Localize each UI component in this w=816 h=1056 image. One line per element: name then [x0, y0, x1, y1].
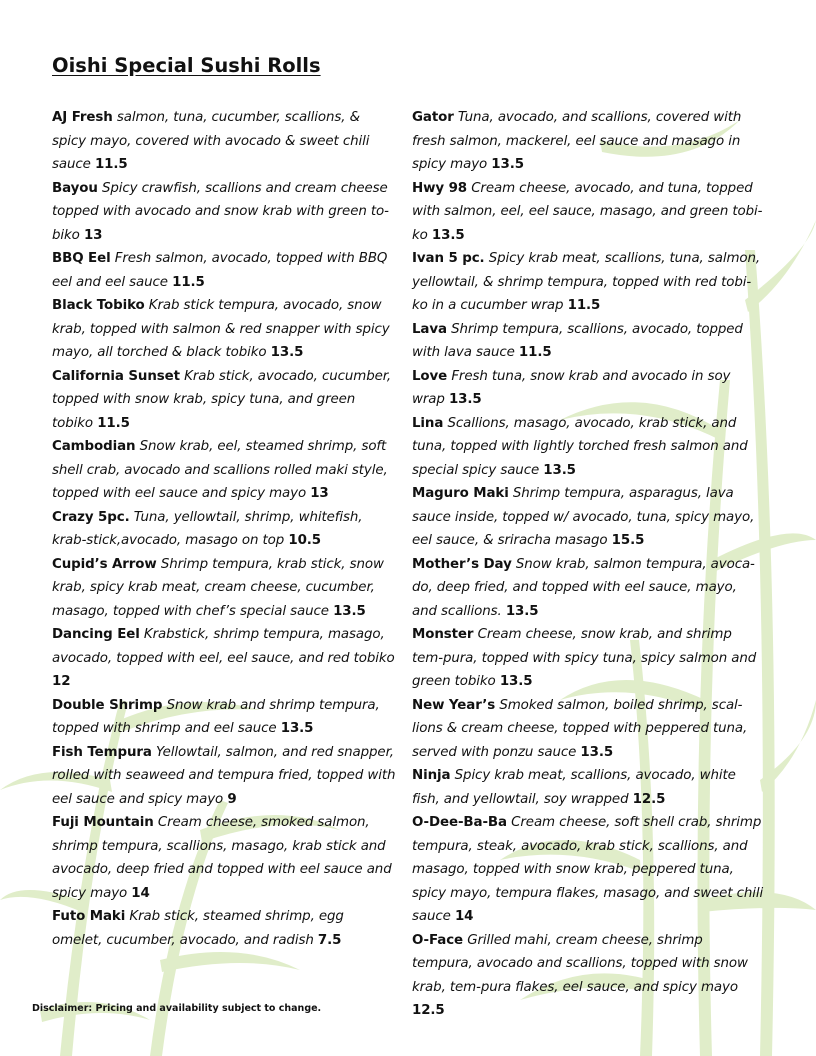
menu-item — [52, 553, 398, 624]
item-price: 13.5 — [543, 462, 576, 478]
item-price: 12.5 — [412, 1003, 445, 1018]
item-description: Cream cheese, snow krab, and shrimp tem-pura, topped with spicy tuna, spicy salmon and green tobiko — [412, 627, 757, 689]
item-price: 11.5 — [567, 298, 601, 313]
item-price: 11.5 — [518, 345, 552, 360]
item-price: 12.5 — [632, 791, 666, 807]
item-description: Yellowtail, salmon, and red snapper, rolled with seaweed and tempura fried, topped with eel sauce and spicy mayo — [52, 744, 396, 807]
menu-item — [52, 811, 398, 905]
item-description: Krabstick, shrimp tempura, masago, avocado, topped with eel, eel sauce, and red tobiko — [52, 627, 395, 666]
item-name: Bayou — [52, 180, 98, 196]
item-description: Snow krab, salmon tempura, avoca-do, deep fried, and topped with eel sauce, mayo, and scallions. — [412, 556, 755, 619]
item-name: California Sunset — [52, 368, 180, 384]
menu-item — [412, 764, 764, 811]
item-price: 9 — [227, 791, 237, 807]
menu-item — [52, 741, 398, 812]
menu-item — [412, 177, 764, 248]
menu-item — [412, 929, 764, 1023]
item-name: Lina — [412, 415, 444, 431]
item-price: 13 — [310, 486, 329, 501]
item-description: Krab stick tempura, avocado, snow krab, topped with salmon & red snapper with spicy mayo, all torched & black tobiko — [52, 298, 390, 360]
item-description: Smoked salmon, boiled shrimp, scal-lions & cream cheese, topped with peppered tuna, served with ponzu sauce — [412, 697, 748, 760]
menu-item — [52, 694, 398, 741]
menu-item — [412, 553, 764, 624]
menu-item — [412, 694, 764, 765]
item-description: Grilled mahi, cream cheese, shrimp tempura, avocado and scallions, topped with snow krab, tem-pura flakes, eel sauce, and spicy mayo — [412, 932, 748, 995]
item-price: 13.5 — [505, 603, 539, 619]
item-description: Snow krab and shrimp tempura, topped with shrimp and eel sauce — [52, 697, 380, 736]
item-name: Dancing Eel — [52, 627, 140, 642]
item-price: 12 — [52, 674, 71, 689]
menu-item — [52, 247, 398, 294]
menu-item — [52, 365, 398, 436]
item-description: Fresh salmon, avocado, topped with BBQ eel and eel sauce — [52, 251, 388, 290]
item-price: 13.5 — [270, 345, 304, 360]
menu-column-left — [52, 106, 398, 952]
menu-column-right — [412, 106, 764, 1023]
item-price: 13.5 — [491, 157, 524, 172]
item-name: AJ Fresh — [52, 110, 113, 125]
item-price: 10.5 — [288, 533, 321, 548]
item-price: 14 — [454, 909, 474, 924]
item-name: Mother’s Day — [412, 556, 512, 572]
item-name: O-Face — [412, 932, 464, 948]
menu-item — [412, 365, 764, 412]
item-name: BBQ Eel — [52, 251, 111, 266]
menu-item — [52, 106, 398, 177]
item-price: 11.5 — [97, 415, 130, 431]
menu-item — [52, 506, 398, 553]
item-name: Hwy 98 — [412, 180, 468, 196]
item-description: Shrimp tempura, scallions, avocado, topped with lava sauce — [412, 321, 743, 360]
disclaimer: Disclaimer: Pricing and availability subject to change. — [32, 1003, 322, 1014]
item-name: Double Shrimp — [52, 697, 163, 713]
item-name: Fish Tempura — [52, 744, 152, 760]
item-description: Snow krab, eel, steamed shrimp, soft shell crab, avocado and scallions rolled maki style, topped with eel sauce and spicy mayo — [52, 439, 388, 501]
item-description: Cream cheese, avocado, and tuna, topped with salmon, eel, eel sauce, masago, and green tobi-ko — [412, 180, 763, 243]
item-price: 13.5 — [499, 674, 533, 689]
item-description: Shrimp tempura, krab stick, snow krab, spicy krab meat, cream cheese, cucumber, masago, topped with chef’s special sauce — [52, 556, 384, 619]
item-description: Spicy krab meat, scallions, tuna, salmon, yellowtail, & shrimp tempura, topped with red tobi-ko in a cucumber wrap — [412, 251, 761, 313]
menu-item — [412, 318, 764, 365]
item-price: 7.5 — [317, 932, 342, 948]
item-description: Spicy crawfish, scallions and cream cheese topped with avocado and snow krab with green to-biko — [52, 180, 389, 243]
item-description: Spicy krab meat, scallions, avocado, white fish, and yellowtail, soy wrapped — [412, 768, 736, 807]
item-description: Cream cheese, smoked salmon, shrimp tempura, scallions, masago, krab stick and avocado, deep fried and topped with eel sauce and spicy mayo — [52, 815, 392, 901]
menu-item — [412, 623, 764, 694]
menu-item — [412, 247, 764, 318]
item-description: Tuna, yellowtail, shrimp, whitefish, krab-stick,avocado, masago on top — [52, 509, 363, 548]
item-name: Crazy 5pc. — [52, 509, 130, 525]
item-name: Black Tobiko — [52, 298, 145, 313]
menu-item — [412, 482, 764, 553]
item-price: 11.5 — [172, 274, 205, 290]
item-description: Krab stick, steamed shrimp, egg omelet, cucumber, avocado, and radish — [52, 909, 344, 948]
menu-item — [52, 294, 398, 365]
item-description: Tuna, avocado, and scallions, covered with fresh salmon, mackerel, eel sauce and masago in spicy mayo — [412, 110, 742, 172]
item-name: Ninja — [412, 768, 451, 783]
item-name: Fuji Mountain — [52, 815, 154, 830]
item-description: Fresh tuna, snow krab and avocado in soy wrap — [412, 368, 731, 407]
item-name: O-Dee-Ba-Ba — [412, 815, 507, 830]
item-name: New Year’s — [412, 697, 496, 713]
item-price: 11.5 — [94, 157, 128, 172]
menu-item — [412, 106, 764, 177]
item-name: Maguro Maki — [412, 486, 509, 501]
item-price: 13.5 — [333, 603, 366, 619]
item-price: 14 — [131, 885, 150, 901]
menu-item — [412, 412, 764, 483]
menu-item — [52, 435, 398, 506]
item-name: Cupid’s Arrow — [52, 556, 157, 572]
item-price: 13.5 — [280, 721, 314, 736]
menu-item — [52, 177, 398, 248]
item-name: Lava — [412, 321, 447, 337]
item-price: 13.5 — [448, 392, 482, 407]
item-description: Shrimp tempura, asparagus, lava sauce inside, topped w/ avocado, tuna, spicy mayo, eel sauce, & sriracha masago — [412, 486, 755, 548]
menu-item — [52, 905, 398, 952]
item-description: salmon, tuna, cucumber, scallions, & spicy mayo, covered with avocado & sweet chili sauce — [52, 110, 370, 172]
menu-item — [412, 811, 764, 929]
item-price: 13 — [83, 227, 103, 243]
item-price: 13.5 — [431, 227, 465, 243]
item-price: 15.5 — [611, 533, 645, 548]
item-name: Futo Maki — [52, 909, 126, 924]
item-description: Krab stick, avocado, cucumber, topped with snow krab, spicy tuna, and green tobiko — [52, 368, 392, 431]
item-description: Cream cheese, soft shell crab, shrimp tempura, steak, avocado, krab stick, scallions, and masago, topped with snow krab, peppered tuna, spicy mayo, tempura flakes, masago, and sweet chili sauce — [412, 815, 764, 924]
item-name: Gator — [412, 110, 454, 125]
page-title: Oishi Special Sushi Rolls — [52, 54, 321, 77]
item-name: Cambodian — [52, 439, 136, 454]
item-name: Love — [412, 368, 448, 384]
item-price: 13.5 — [580, 744, 614, 760]
item-name: Ivan 5 pc. — [412, 251, 485, 266]
item-description: Scallions, masago, avocado, krab stick, and tuna, topped with lightly torched fresh salmon and special spicy sauce — [412, 415, 748, 478]
item-name: Monster — [412, 627, 474, 642]
menu-item — [52, 623, 398, 694]
